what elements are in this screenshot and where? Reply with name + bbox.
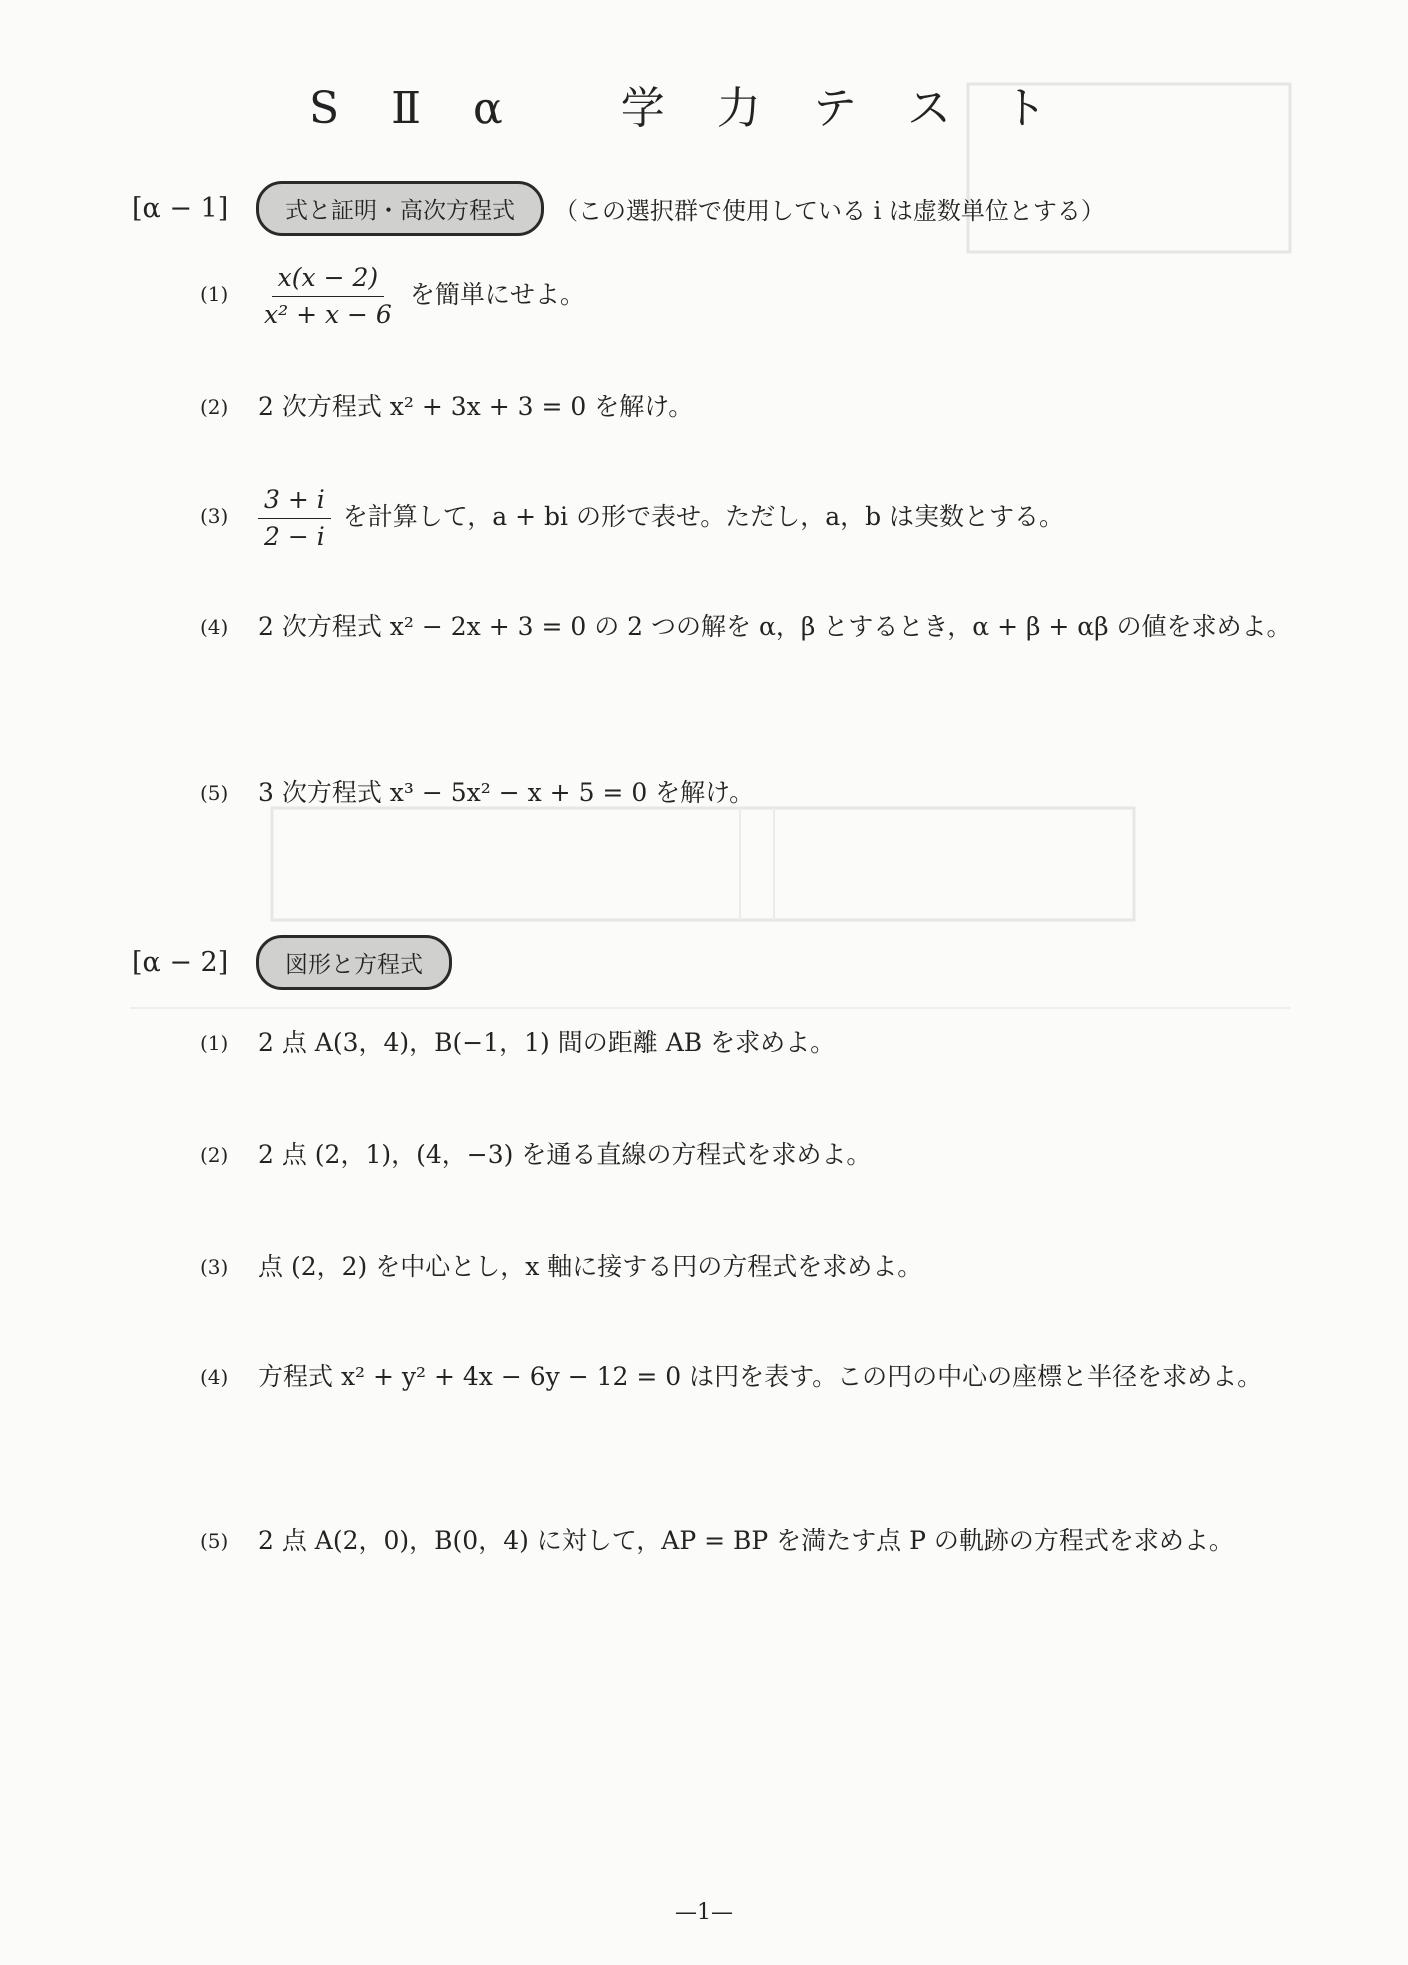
question-body: 2 次方程式 x² − 2x + 3 = 0 の 2 つの解を α，β とするとき，α + β + αβ の値を求めよ。 — [258, 612, 1292, 641]
section-heading-alpha-1 — [132, 180, 1105, 236]
question — [200, 596, 1308, 658]
question — [200, 1236, 1308, 1298]
question — [200, 1124, 1308, 1186]
section-tag: 図形と方程式 — [256, 935, 452, 990]
question-body: 2 点 A(2，0)，B(0，4) に対して，AP = BP を満たす点 P の軌跡の方程式を求めよ。 — [258, 1526, 1234, 1555]
question-number: (3) — [200, 1255, 229, 1279]
section-number: [α − 2] — [132, 946, 229, 978]
question-body: 点 (2，2) を中心とし，x 軸に接する円の方程式を求めよ。 — [258, 1252, 923, 1281]
question-number: (5) — [200, 1529, 229, 1553]
section-heading-alpha-2 — [132, 934, 452, 990]
fraction — [258, 484, 331, 553]
question-body: を計算して，a + bi の形で表せ。ただし，a，b は実数とする。 — [342, 502, 1065, 531]
question — [200, 1510, 1308, 1572]
question — [200, 376, 1308, 438]
question-number: (1) — [200, 1031, 229, 1055]
question-text — [258, 484, 1308, 553]
question-body: 2 次方程式 x² + 3x + 3 = 0 を解け。 — [258, 392, 694, 421]
page-title: SⅡα 学力テスト — [309, 83, 1099, 134]
question — [200, 262, 1308, 331]
question — [200, 484, 1308, 553]
section-note: （この選択群で使用している i は虚数単位とする） — [554, 196, 1105, 225]
question-number: (4) — [200, 615, 229, 639]
question-number: (3) — [200, 504, 229, 528]
question — [200, 762, 1308, 824]
page-number: —1— — [675, 1900, 733, 1925]
section-number: [α − 1] — [132, 192, 229, 224]
question-body: 2 点 (2，1)，(4，−3) を通る直線の方程式を求めよ。 — [258, 1140, 872, 1169]
question-number: (1) — [200, 282, 229, 306]
question-text — [258, 262, 1308, 331]
question-body: 3 次方程式 x³ − 5x² − x + 5 = 0 を解け。 — [258, 778, 755, 807]
fraction-numerator: x(x − 2) — [272, 262, 384, 297]
question-body: 2 点 A(3，4)，B(−1，1) 間の距離 AB を求めよ。 — [258, 1028, 836, 1057]
question-number: (4) — [200, 1365, 229, 1389]
fraction-denominator: x² + x − 6 — [264, 300, 392, 329]
question-number: (2) — [200, 1143, 229, 1167]
section-tag: 式と証明・高次方程式 — [256, 181, 544, 236]
question-number: (5) — [200, 781, 229, 805]
fraction-numerator: 3 + i — [258, 484, 331, 519]
question — [200, 1346, 1308, 1408]
fraction-denominator: 2 − i — [264, 522, 325, 551]
question-body: 方程式 x² + y² + 4x − 6y − 12 = 0 は円を表す。この円の中心の座標と半径を求めよ。 — [258, 1362, 1263, 1391]
bleed-box-mid — [272, 808, 1134, 920]
question-body: を簡単にせよ。 — [409, 280, 585, 309]
question-number: (2) — [200, 395, 229, 419]
question — [200, 1012, 1308, 1074]
fraction — [258, 262, 398, 331]
